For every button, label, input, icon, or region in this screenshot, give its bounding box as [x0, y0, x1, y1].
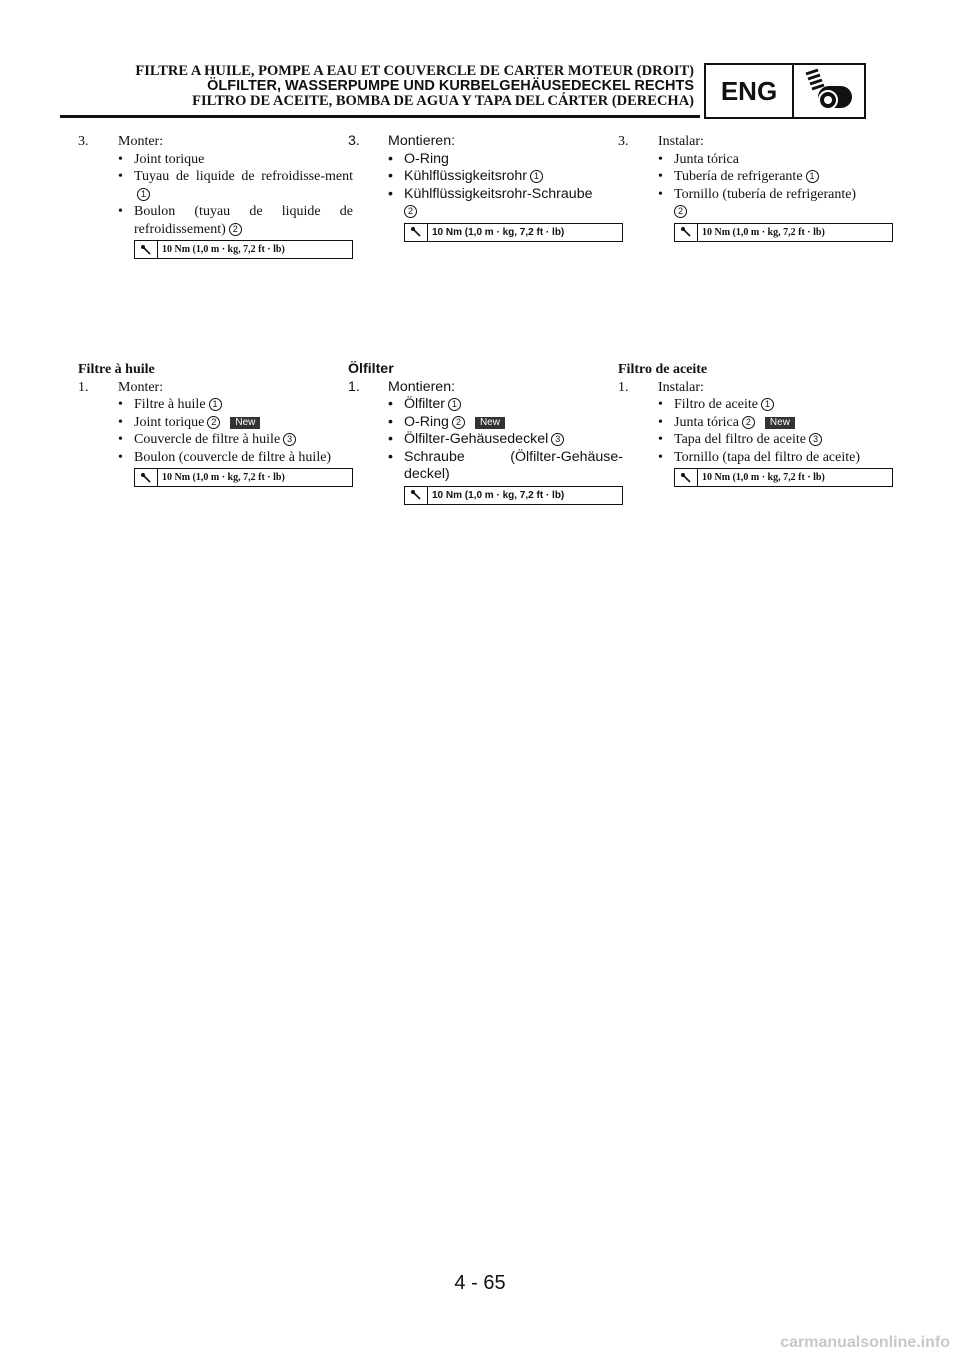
torque-value: 10 Nm (1,0 m · kg, 7,2 ft · lb) [432, 489, 565, 501]
list-item: • Couvercle de filtre à huile 3 [118, 431, 353, 449]
section-heading: Filtre à huile [78, 362, 155, 377]
callout-number: 2 [404, 205, 417, 218]
section-heading: Ölfilter [348, 361, 394, 377]
callout-number: 1 [530, 170, 543, 183]
list-item: • Junta tórica 2 New [658, 414, 893, 432]
callout-number: 1 [761, 398, 774, 411]
step-number: 3. [348, 133, 360, 149]
list-item: • Junta tórica [658, 151, 739, 167]
list-item: • Boulon (tuyau de liquide de refroidissement) 2 [118, 204, 353, 237]
torque-value: 10 Nm (1,0 m · kg, 7,2 ft · lb) [162, 244, 285, 255]
callout-number: 1 [209, 398, 222, 411]
step-number: 1. [348, 378, 360, 395]
header-title-fr: FILTRE A HUILE, POMPE A EAU ET COUVERCLE DE CARTER MOTEUR (DROIT) [135, 63, 694, 79]
callout-number: 1 [137, 188, 150, 201]
torque-wrench-icon [405, 224, 428, 241]
step-title: Montieren: [388, 133, 456, 149]
callout-number: 2 [674, 205, 687, 218]
step-number: 3. [618, 134, 629, 149]
torque-spec [404, 486, 623, 505]
engine-icon [794, 65, 864, 117]
list-item: • Kühlflüssigkeitsrohr 1 [388, 168, 623, 186]
torque-value: 10 Nm (1,0 m · kg, 7,2 ft · lb) [432, 226, 565, 238]
list-item: • Boulon (couvercle de filtre à huile) [118, 449, 332, 465]
callout-number: 3 [283, 433, 296, 446]
new-part-badge: New [475, 417, 505, 429]
torque-spec [674, 468, 893, 487]
list-item: • Filtre à huile 1 [118, 396, 353, 414]
torque-spec [134, 240, 353, 259]
list-item: • Ölfilter-Gehäusedeckel 3 [388, 431, 623, 449]
header-titles [135, 64, 694, 109]
header-rule [60, 115, 700, 118]
page-number: 4 - 65 [454, 1272, 506, 1294]
list-item: • Tubería de refrigerante 1 [658, 168, 893, 186]
torque-value: 10 Nm (1,0 m · kg, 7,2 ft · lb) [702, 472, 825, 483]
list-item: • Filtro de aceite 1 [658, 396, 893, 414]
callout-number: 2 [229, 223, 242, 236]
es-section-install-pipe [618, 133, 893, 242]
fr-section-oil-filter [78, 361, 353, 487]
header-title-es: FILTRO DE ACEITE, BOMBA DE AGUA Y TAPA DEL CÁRTER (DERECHA) [192, 93, 694, 109]
step-title: Instalar: [658, 379, 704, 395]
list-item: • O-Ring 2 New [388, 414, 623, 432]
list-item: • Joint torique 2 New [118, 414, 353, 432]
torque-value: 10 Nm (1,0 m · kg, 7,2 ft · lb) [162, 472, 285, 483]
new-part-badge: New [765, 417, 795, 429]
list-item: • Tornillo (tubería de refrigerante) 2 [658, 186, 857, 216]
callout-number: 2 [207, 416, 220, 429]
fr-section-install-pipe [78, 133, 353, 259]
torque-spec [134, 468, 353, 487]
es-section-oil-filter [618, 361, 893, 487]
torque-value: 10 Nm (1,0 m · kg, 7,2 ft · lb) [702, 226, 825, 238]
section-heading: Filtro de aceite [618, 362, 708, 377]
step-number: 3. [78, 134, 89, 149]
new-part-badge: New [230, 417, 260, 429]
de-section-install-pipe [348, 133, 623, 242]
torque-wrench-icon [135, 469, 158, 486]
watermark: carmanualsonline.info [780, 1334, 950, 1351]
list-item: • O-Ring [388, 150, 449, 167]
step-number: 1. [78, 379, 89, 395]
de-section-oil-filter [348, 361, 623, 505]
step-title: Monter: [118, 134, 164, 149]
callout-number: 1 [806, 170, 819, 183]
step-number: 1. [618, 379, 629, 395]
section-badge-label: ENG [706, 65, 794, 117]
torque-wrench-icon [675, 469, 698, 486]
list-item: • Tuyau de liquide de refroidisse-ment1 [118, 169, 353, 199]
callout-number: 1 [448, 398, 461, 411]
step-title: Monter: [118, 379, 164, 395]
header-title-de: ÖLFILTER, WASSERPUMPE UND KURBELGEHÄUSEDECKEL RECHTS [207, 78, 694, 94]
list-item: • Schraube (Ölfilter-Gehäuse-deckel) [388, 448, 623, 482]
step-title: Instalar: [658, 134, 704, 149]
list-item: • Tornillo (tapa del filtro de aceite) [658, 449, 860, 465]
torque-wrench-icon [135, 241, 158, 258]
callout-number: 3 [551, 433, 564, 446]
list-item: • Joint torique [118, 151, 205, 167]
list-item: • Ölfilter 1 [388, 396, 623, 414]
callout-number: 2 [452, 416, 465, 429]
torque-spec [404, 223, 623, 242]
torque-wrench-icon [675, 224, 698, 241]
list-item: • Kühlflüssigkeitsrohr-Schraube 2 [388, 185, 593, 216]
section-badge [704, 63, 866, 119]
step-title: Montieren: [388, 378, 456, 395]
list-item: • Tapa del filtro de aceite 3 [658, 431, 893, 449]
torque-spec [674, 223, 893, 242]
callout-number: 2 [742, 416, 755, 429]
callout-number: 3 [809, 433, 822, 446]
torque-wrench-icon [405, 487, 428, 504]
